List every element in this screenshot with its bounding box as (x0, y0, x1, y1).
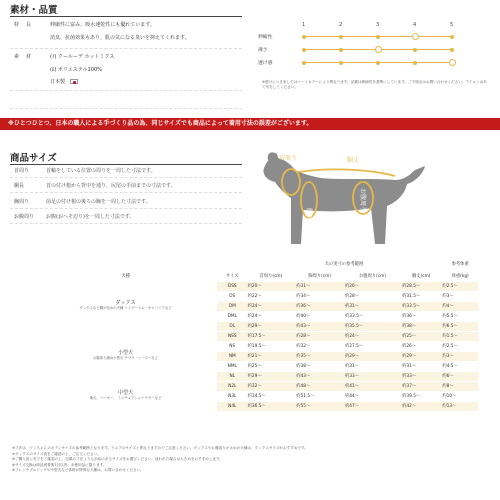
note-line: ※ダックスのサイズ表をご確認の上、ご注文ください。 (12, 451, 101, 456)
scale-dot (413, 61, 417, 65)
material-label: 特長 (14, 22, 39, 28)
note-line: ※フレンチブルドッグや中型犬など体格が特殊な犬種は、お問い合わせください。 (12, 468, 144, 472)
divider (10, 223, 242, 224)
scale-dot (339, 48, 343, 52)
size-value: 約28〜 (294, 331, 343, 341)
size-value: 約5.5〜 (440, 311, 478, 321)
size-value: 約17.5〜 (246, 331, 295, 341)
scale-number: 3 (376, 22, 380, 28)
size-value: 約55〜 (294, 401, 343, 411)
size-code: NSS (217, 331, 246, 341)
size-code: NL (217, 371, 246, 381)
size-value: 約33〜 (400, 371, 440, 381)
scale-number: 5 (450, 22, 454, 28)
material-row-feature-2 (14, 35, 244, 41)
size-value: 約32〜 (246, 381, 295, 391)
size-code: DM (217, 301, 246, 311)
diagram-label-back: 胴丈 (347, 157, 360, 164)
size-value: 約28.5〜 (400, 281, 440, 291)
size-value: 約47〜 (343, 401, 400, 411)
breed-examples: 柴犬、コーギー、 ミニチュアシュナウザーなど (89, 396, 162, 400)
size-value: 約1.5〜 (440, 331, 478, 341)
scale-label: 透け感 (258, 61, 273, 66)
header-col: 首周り(cm) (246, 270, 295, 281)
table-row (32, 381, 478, 391)
glossary-value: 首輪をしている位置の周りを一周した寸法です。 (46, 168, 156, 174)
header-col: 胸周り(cm) (294, 270, 343, 281)
notice-banner: ※ひとつひとつ、日本の職人による手づくり品の為、同じサイズでも商品によって着用寸法の誤差がございます。 (0, 118, 500, 130)
header-breed: 犬種 (32, 270, 217, 281)
size-value: 約2.5〜 (440, 341, 478, 351)
size-value: 約31〜 (294, 281, 343, 291)
size-value: 約41〜 (343, 381, 400, 391)
divider (10, 48, 242, 49)
back-measure-line (299, 169, 395, 176)
header-group-label: 犬の実寸の参考範囲 (246, 259, 441, 270)
size-value: 約19.5〜 (246, 341, 295, 351)
scale-label: 薄さ (258, 48, 268, 53)
size-value: 約6.5〜 (440, 321, 478, 331)
size-value: 約24〜 (343, 331, 400, 341)
dog-silhouette-icon (263, 152, 425, 244)
sizes-rule (10, 164, 242, 165)
scale-dot (413, 48, 417, 52)
glossary-value: 首の付け根から背中を通り、尻尾の手前までの寸法です。 (46, 183, 176, 189)
size-value: 約31〜 (343, 301, 400, 311)
size-value: 約48〜 (294, 381, 343, 391)
scale-dot (302, 35, 306, 39)
size-value: 約43〜 (294, 321, 343, 331)
materials-title: 素材・品質 (10, 5, 58, 16)
size-value: 約35〜 (294, 351, 343, 361)
size-value: 約38〜 (400, 321, 440, 331)
material-value: 伸縮性に富み、吸水速乾性にも優れています。 (50, 22, 155, 28)
glossary-chest (14, 199, 254, 205)
glossary-value: お腹(おへそ辺り)を一周した寸法です。 (46, 214, 135, 220)
scale-dot-selected (375, 46, 382, 53)
breed-name: 小型犬 (117, 350, 133, 356)
size-value: 約34.5〜 (246, 391, 295, 401)
material-row-origin (14, 79, 244, 85)
scale-dot-selected (412, 33, 419, 40)
size-value: 約37〜 (400, 381, 440, 391)
size-value: 約22〜 (246, 291, 295, 301)
divider (10, 177, 242, 178)
origin-text: 日本製 (50, 79, 66, 85)
size-notes (12, 446, 490, 474)
breed-name: 中型犬 (117, 390, 133, 396)
scale-dot (376, 35, 380, 39)
size-value: 約31〜 (343, 361, 400, 371)
divider (10, 208, 242, 209)
breed-group-cell (32, 281, 217, 331)
note-line: ※寸法は、ワンちゃんのボディサイズの参考範囲となります。ウエアのサイズと異なりますのでご注意ください。ダックスやお腹周りが太めの犬種は、ダックスサイズがおすすめです。 (12, 446, 308, 450)
table-row (32, 331, 478, 341)
material-row-feature (14, 22, 244, 28)
size-value: 約24〜 (246, 311, 295, 321)
note-line: ※サイズ交換は商品到着後7日以内、未使用品に限ります。 (12, 462, 107, 467)
size-value: 約33.5〜 (400, 301, 440, 311)
size-value: 約10〜 (440, 391, 478, 401)
size-code: NS (217, 341, 246, 351)
scale-dot (376, 61, 380, 65)
note-line: ※ご購入前に実寸をご確認の上、記載の寸法よりも余裕のあるサイズをお選びください。迷われた場合は大きめをおすすめします。 (12, 457, 223, 461)
size-table (32, 259, 478, 412)
size-value: 約13〜 (440, 401, 478, 411)
size-value: 約31〜 (400, 361, 440, 371)
material-label: 素材 (14, 54, 39, 60)
scale-dot (339, 35, 343, 39)
header-ref-unit: 体重(kg) (440, 270, 478, 281)
breed-name: ダックス (115, 300, 136, 306)
size-value: 約42〜 (400, 401, 440, 411)
glossary-length (14, 183, 254, 189)
size-value: 約20〜 (246, 281, 295, 291)
scale-number: 2 (339, 22, 343, 28)
size-code: DML (217, 311, 246, 321)
materials-rule (10, 16, 242, 17)
size-value: 約35.5〜 (343, 321, 400, 331)
glossary-key: お腹周り (14, 214, 35, 220)
size-value: 約24〜 (246, 301, 295, 311)
glossary-value: 前足の付け根の後ろの胸を一周した寸法です。 (46, 199, 151, 205)
size-value: 約29〜 (246, 371, 295, 381)
size-value: 約4.5〜 (440, 361, 478, 371)
material-row-fabric-2 (14, 67, 244, 73)
scale-dot (450, 48, 454, 52)
scale-dot (302, 48, 306, 52)
scale-dot (450, 35, 454, 39)
size-value: 約29〜 (246, 321, 295, 331)
scale-dot-selected (449, 59, 456, 66)
size-value: 約6〜 (440, 371, 478, 381)
scale-dot (339, 61, 343, 65)
material-value: (ｲ) クールーデ ホットミクス (50, 54, 115, 60)
size-value: 約8〜 (440, 381, 478, 391)
divider (10, 108, 242, 109)
header-col: 胴丈(cm) (400, 270, 440, 281)
size-value: 約33.5〜 (343, 311, 400, 321)
diagram-label-neck: 首周り (279, 155, 298, 162)
size-code: NML (217, 361, 246, 371)
header-blank (32, 259, 217, 270)
size-value: 約2.5〜 (440, 281, 478, 291)
breed-examples: ダックスなど胴が長めの犬種 トイプードル・キャバリアなど (79, 306, 172, 310)
glossary-belly (14, 214, 254, 220)
table-row (32, 281, 478, 291)
size-value: 約21〜 (246, 351, 295, 361)
scale-dot (302, 61, 306, 65)
size-code: N2L (217, 381, 246, 391)
glossary-key: 首周り (14, 168, 30, 174)
size-value: 約3〜 (440, 351, 478, 361)
size-value: 約39.5〜 (400, 391, 440, 401)
breed-group-cell (32, 331, 217, 381)
glossary-neck (14, 168, 254, 174)
diagram-label-chest: 胸周り (305, 208, 312, 227)
size-value: 約26〜 (400, 341, 440, 351)
size-value: 約4〜 (440, 301, 478, 311)
table-header-row (32, 270, 478, 281)
size-value: 約3〜 (440, 291, 478, 301)
scale-number: 1 (302, 22, 306, 28)
size-value: 約34〜 (294, 291, 343, 301)
header-blank (217, 259, 246, 270)
size-code: NM (217, 351, 246, 361)
diagram-label-belly: お腹周り (359, 188, 366, 213)
size-value: 約36.5〜 (246, 401, 295, 411)
size-code: DSS (217, 281, 246, 291)
size-value: 約31.5〜 (400, 291, 440, 301)
size-code: N4L (217, 401, 246, 411)
size-value: 約33〜 (343, 371, 400, 381)
size-value: 約38〜 (294, 361, 343, 371)
glossary-key: 胸周り (14, 199, 30, 205)
size-value: 約28〜 (343, 291, 400, 301)
size-value: 約43〜 (294, 371, 343, 381)
dog-measurement-diagram (255, 148, 435, 253)
size-code: N3L (217, 391, 246, 401)
scale-note: ※透けにつきましてはコートカラーにより異なります。記載は伸縮性を基準にしています。ご不明点はお問い合わせください。アイロンはあて布をしてください。 (262, 80, 487, 89)
header-ref: 参考体重 (440, 259, 478, 270)
header-col: お腹周り(cm) (343, 270, 400, 281)
scale-label: 伸縮性 (258, 35, 273, 40)
size-value: 約32〜 (294, 341, 343, 351)
size-code: DS (217, 291, 246, 301)
material-row-fabric (14, 54, 244, 60)
breed-examples: お腹周り細め小型犬 チワワ・シーズーなど (92, 356, 159, 360)
scale-number: 4 (413, 22, 417, 28)
size-value: 約40〜 (294, 311, 343, 321)
size-value: 約29〜 (343, 351, 400, 361)
divider (10, 90, 242, 91)
header-size: サイズ (217, 270, 246, 281)
material-value: (ﾛ) ポリエステル100% (50, 67, 102, 73)
size-code: DL (217, 321, 246, 331)
size-value: 約36〜 (294, 301, 343, 311)
size-value: 約44〜 (343, 391, 400, 401)
japan-flag-icon (70, 79, 78, 84)
size-value: 約25〜 (400, 331, 440, 341)
divider (10, 192, 242, 193)
size-value: 約36〜 (400, 311, 440, 321)
table-header-row-group (32, 259, 478, 270)
size-value: 約26〜 (343, 281, 400, 291)
size-value: 約51.5〜 (294, 391, 343, 401)
sizes-title: 商品サイズ (10, 153, 57, 164)
size-value: 約25〜 (246, 361, 295, 371)
size-value: 約29〜 (400, 351, 440, 361)
breed-group-cell (32, 381, 217, 411)
size-value: 約27.5〜 (343, 341, 400, 351)
glossary-key: 胴長 (14, 183, 25, 189)
material-value: 消臭、抗菌効果もあり、肌の気になる臭いを抑えてくれます。 (50, 35, 190, 41)
